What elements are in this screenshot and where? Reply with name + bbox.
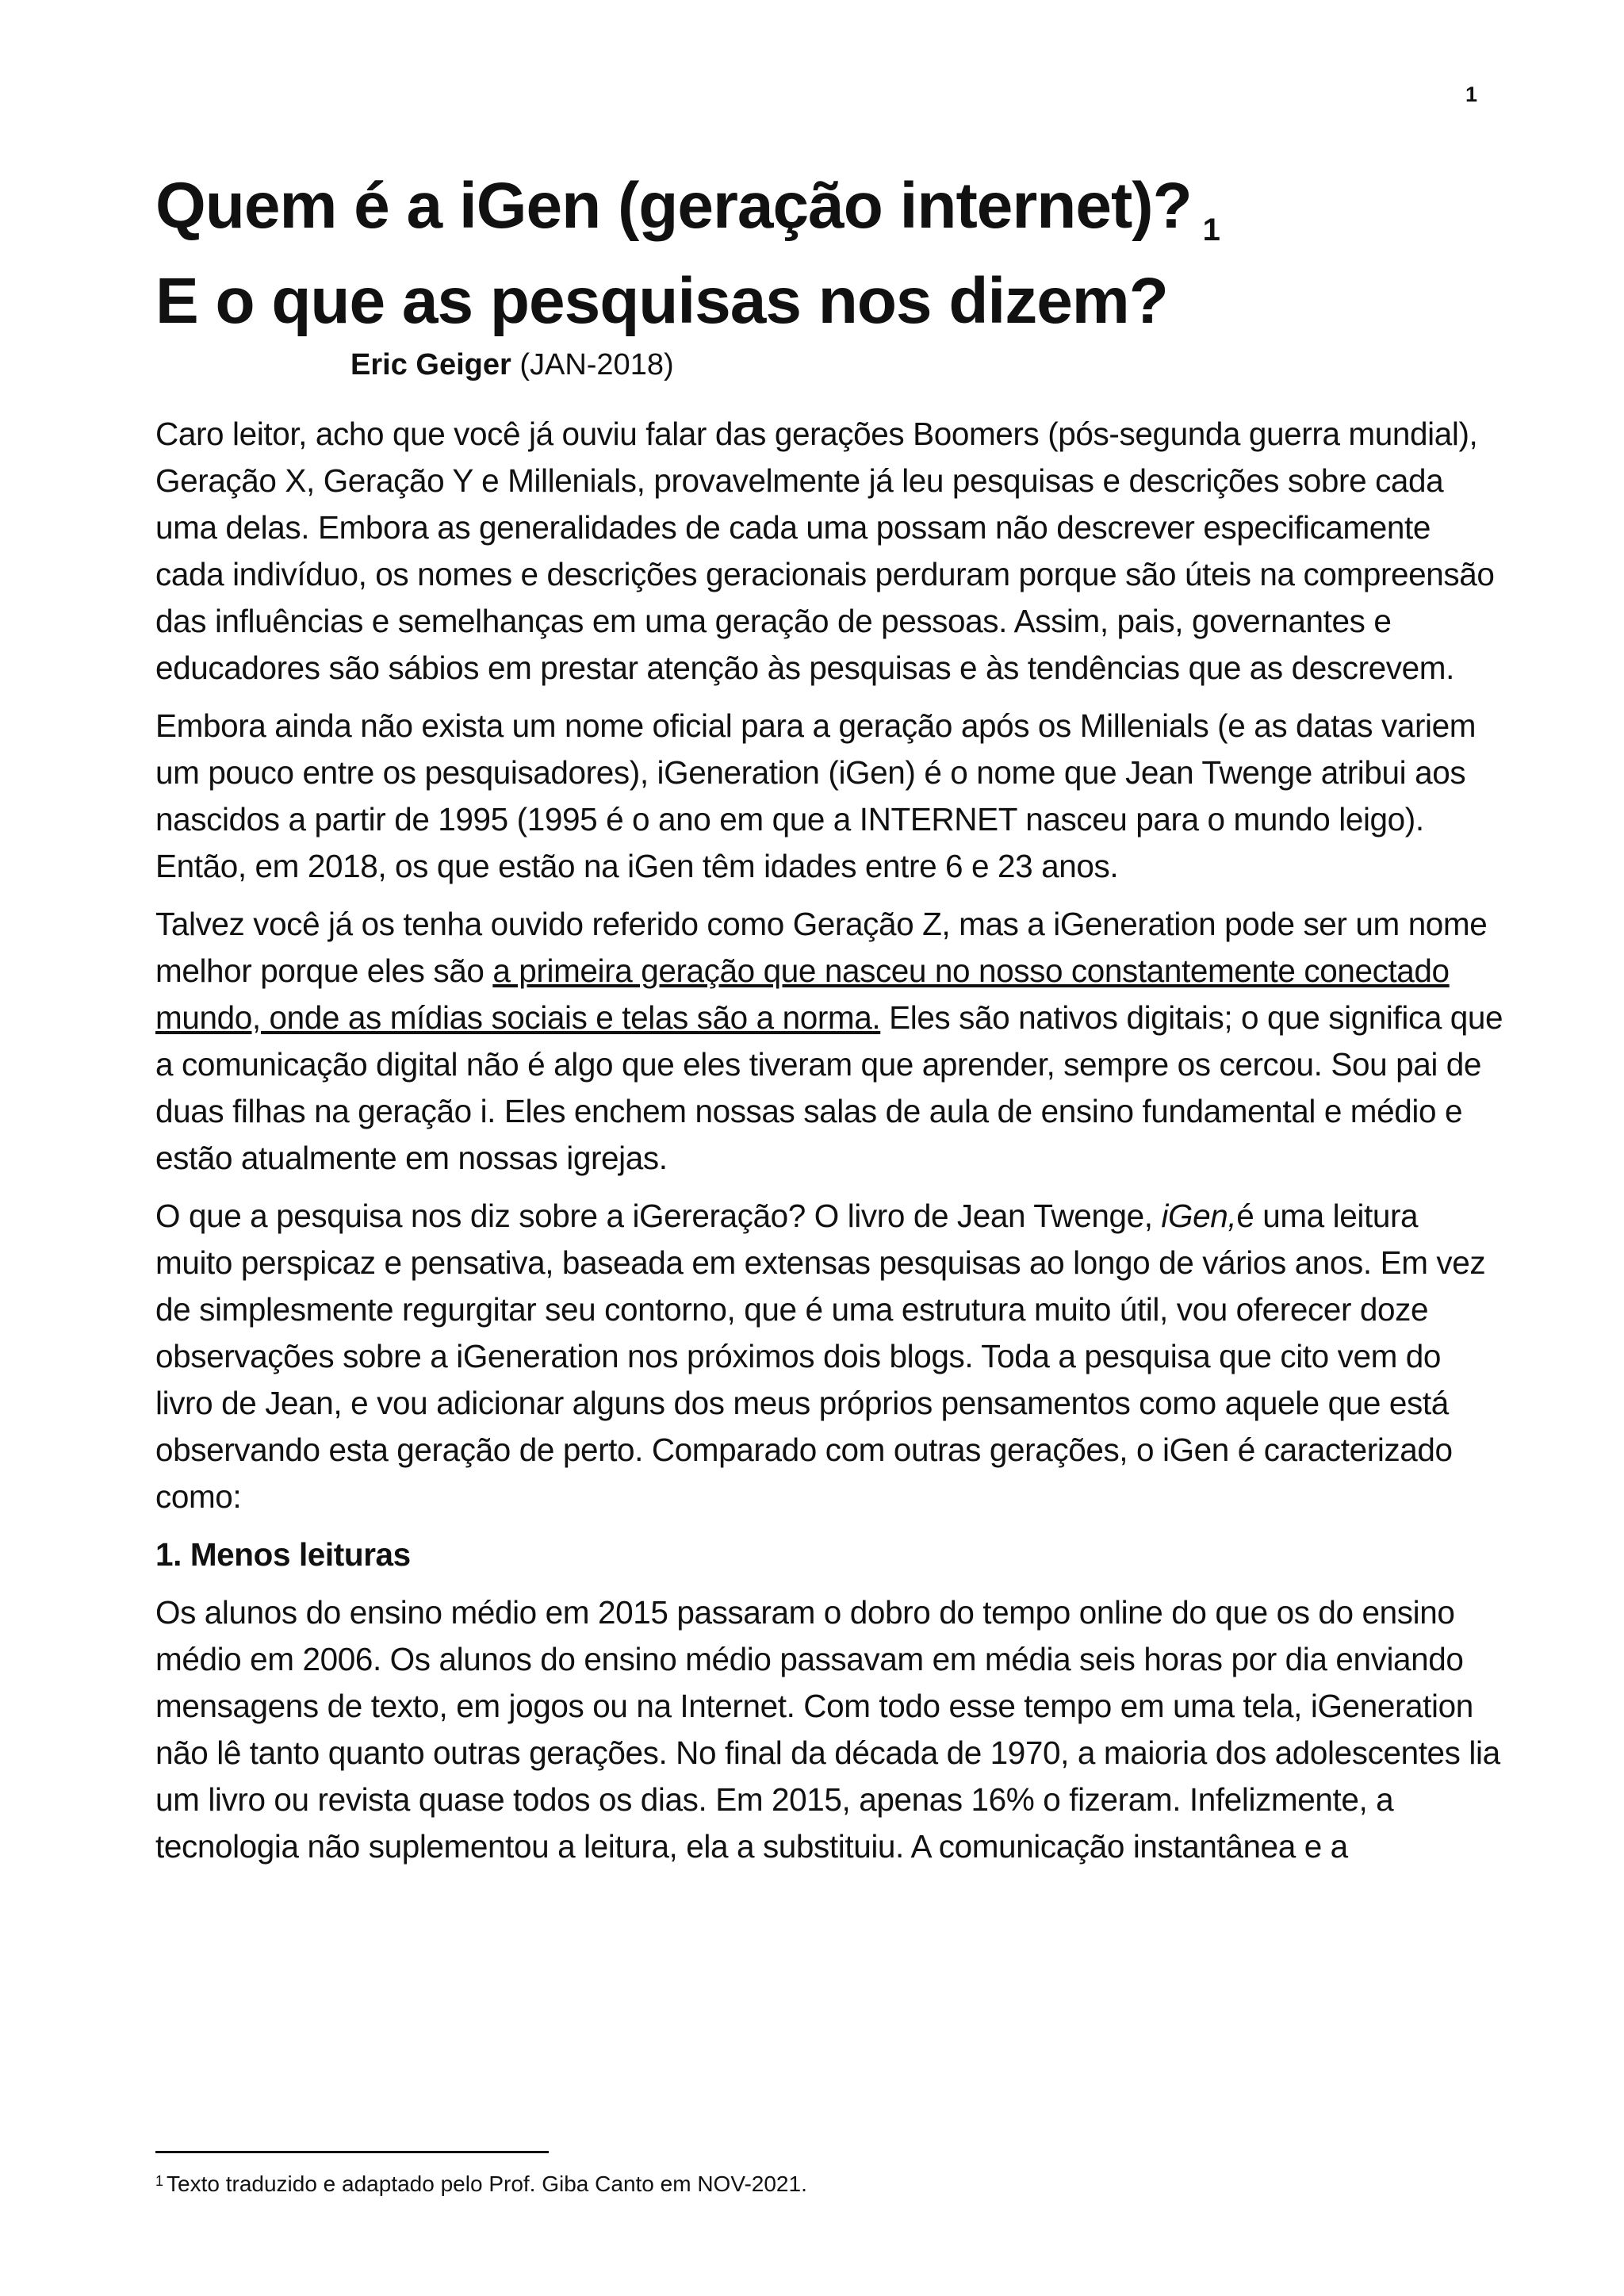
paragraph-4-text-end: é uma leitura muito perspicaz e pensativa, baseada em extensas pesquisas ao longo de vários anos. Em vez de simplesmente regurgitar seu contorno, que é uma estrutura muito útil, vou oferecer doze observações sobre a iGeneration nos próximos dois blogs. Toda a pesquisa que cito vem do livro de Jean, e vou adicionar alguns dos meus próprios pensamentos como aquele que está observando esta geração de perto. Comparado com outras gerações, o iGen é caracterizado como: bbox=[155, 1198, 1486, 1515]
paragraph-1: Caro leitor, acho que você já ouviu falar das gerações Boomers (pós-segunda guerra mundial), Geração X, Geração Y e Millenials, provavelmente já leu pesquisas e descrições sobre cada uma delas. Embora as generalidades de cada uma possam não descrever especificamente cada indivíduo, os nomes e descrições geracionais perduram porque são úteis na compreensão das influências e semelhanças em uma geração de pessoas. Assim, pais, governantes e educadores são sábios em prestar atenção às pesquisas e às tendências que as descrevem. bbox=[155, 416, 1495, 686]
page-number: 1 bbox=[1465, 82, 1478, 106]
paragraph-4 bbox=[155, 1193, 1503, 1520]
article-body bbox=[155, 411, 1503, 1881]
paragraph-5: Os alunos do ensino médio em 2015 passaram o dobro do tempo online do que os do ensino médio em 2006. Os alunos do ensino médio passavam em média seis horas por dia enviando mensagens de texto, em jogos ou na Internet. Com todo esse tempo em uma tela, iGeneration não lê tanto quanto outras gerações. No final da década de 1970, a maioria dos adolescentes lia um livro ou revista quase todos os dias. Em 2015, apenas 16% o fizeram. Infelizmente, a tecnologia não suplementou a leitura, ela a substituiu. A comunicação instantânea e a bbox=[155, 1594, 1500, 1865]
title-line-1: Quem é a iGen (geração internet)? bbox=[155, 170, 1192, 242]
byline bbox=[350, 345, 674, 385]
paragraph-3-text-end: Eles são nativos digitais; o que significa que a comunicação digital não é algo que eles tiveram que aprender, sempre os cercou. Sou pai de duas filhas na geração i. Eles enchem nossas salas de aula de ensino fundamental e médio e estão atualmente em nossas igrejas. bbox=[155, 999, 1503, 1176]
publication-date: (JAN-2018) bbox=[519, 348, 674, 381]
footnote-marker: 1 bbox=[155, 2173, 164, 2189]
page-title bbox=[155, 159, 1220, 349]
underlined-passage: a primeira geração que nasceu no nosso constantemente conectado mundo, onde as mídias sociais e telas são a norma. bbox=[155, 953, 1450, 1036]
footnote-divider bbox=[155, 2151, 549, 2153]
footnote bbox=[155, 2168, 807, 2200]
footnote-text: Texto traduzido e adaptado pelo Prof. Giba Canto em NOV-2021. bbox=[167, 2171, 807, 2196]
paragraph-2: Embora ainda não exista um nome oficial para a geração após os Millenials (e as datas variem um pouco entre os pesquisadores), iGeneration (iGen) é o nome que Jean Twenge atribui aos nascidos a partir de 1995 (1995 é o ano em que a INTERNET nasceu para o mundo leigo). Então, em 2018, os que estão na iGen têm idades entre 6 e 23 anos. bbox=[155, 707, 1477, 884]
paragraph-4-text-start: O que a pesquisa nos diz sobre a iGereração? O livro de Jean Twenge, bbox=[155, 1198, 1162, 1234]
section-heading-1: 1. Menos leituras bbox=[155, 1536, 411, 1573]
paragraph-3-text-start: Talvez você já os tenha ouvido referido como Geração Z, mas a iGeneration pode ser um nome melhor porque eles são bbox=[155, 906, 1488, 989]
book-title: iGen, bbox=[1161, 1198, 1237, 1234]
title-line-2: E o que as pesquisas nos dizem? bbox=[155, 265, 1168, 337]
author-name: Eric Geiger bbox=[350, 348, 511, 381]
paragraph-3 bbox=[155, 901, 1503, 1182]
footnote-reference: 1 bbox=[1202, 213, 1220, 247]
